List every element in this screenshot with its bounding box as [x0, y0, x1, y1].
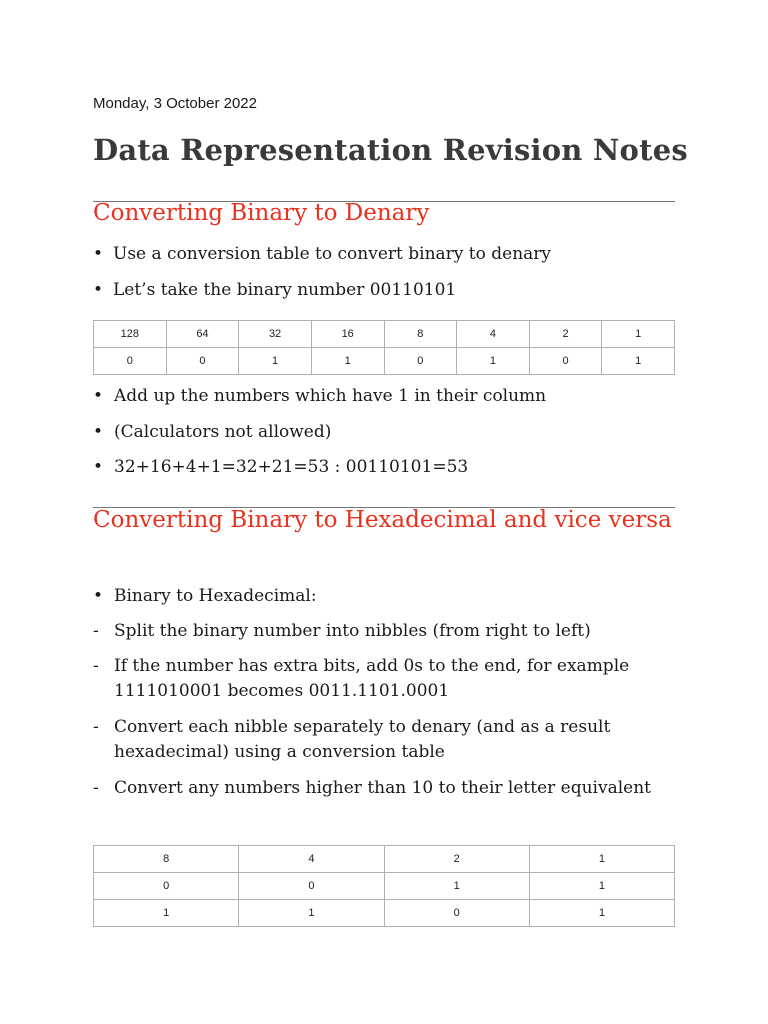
table-cell: 1	[529, 846, 674, 873]
dash-item	[93, 654, 683, 704]
dash-text: Convert each nibble separately to denary (and as a result hexadecimal) using a conversion table	[114, 717, 611, 762]
section-heading-binary-denary: Converting Binary to Denary	[93, 200, 430, 226]
bullet-text: Binary to Hexadecimal:	[114, 586, 317, 606]
bullet-marker: •	[93, 280, 104, 300]
bullet-text: (Calculators not allowed)	[114, 422, 332, 442]
dash-marker: -	[93, 656, 99, 676]
bullet-text: Let’s take the binary number 00110101	[113, 280, 457, 300]
table-cell: 0	[384, 900, 529, 927]
bullet-text: 32+16+4+1=32+21=53 : 00110101=53	[114, 457, 469, 477]
table-cell: 4	[239, 846, 384, 873]
table-row	[94, 321, 675, 348]
table-cell: 1	[529, 900, 674, 927]
binary-denary-table	[93, 320, 675, 375]
dash-item	[93, 776, 683, 801]
bullet-item	[93, 584, 683, 609]
table-cell: 0	[94, 348, 167, 375]
bullet-marker: •	[93, 386, 104, 406]
table-row	[94, 846, 675, 873]
table-cell: 1	[384, 873, 529, 900]
section-heading-binary-hex: Converting Binary to Hexadecimal and vice versa	[93, 507, 672, 533]
table-cell: 16	[311, 321, 384, 348]
table-cell: 1	[529, 873, 674, 900]
table-cell: 128	[94, 321, 167, 348]
bullet-item	[93, 420, 683, 445]
bullet-item	[93, 242, 683, 267]
table-cell: 1	[457, 348, 530, 375]
bullet-text: Use a conversion table to convert binary to denary	[113, 244, 552, 264]
table-cell: 0	[384, 348, 457, 375]
dash-marker: -	[93, 778, 99, 798]
table-cell: 1	[239, 900, 384, 927]
bullet-marker: •	[93, 457, 104, 477]
dash-marker: -	[93, 621, 99, 641]
table-cell: 1	[602, 348, 675, 375]
table-cell: 1	[239, 348, 312, 375]
table-row	[94, 900, 675, 927]
table-cell: 1	[602, 321, 675, 348]
note-date: Monday, 3 October 2022	[93, 95, 257, 112]
table-cell: 1	[94, 900, 239, 927]
table-cell: 8	[384, 321, 457, 348]
table-cell: 8	[94, 846, 239, 873]
table-row	[94, 348, 675, 375]
bullet-marker: •	[93, 422, 104, 442]
bullet-text: Add up the numbers which have 1 in their column	[114, 386, 547, 406]
page-title: Data Representation Revision Notes	[93, 133, 688, 167]
bullet-item	[93, 455, 683, 480]
bullet-marker: •	[93, 586, 104, 606]
table-row	[94, 873, 675, 900]
dash-text: If the number has extra bits, add 0s to the end, for example 1111010001 becomes 0011.1101.0001	[114, 656, 630, 701]
table-cell: 1	[311, 348, 384, 375]
table-cell: 32	[239, 321, 312, 348]
nibble-conversion-table	[93, 845, 675, 927]
table-cell: 4	[457, 321, 530, 348]
table-cell: 2	[529, 321, 602, 348]
dash-item	[93, 715, 683, 765]
table-cell: 0	[94, 873, 239, 900]
dash-text: Convert any numbers higher than 10 to their letter equivalent	[114, 778, 652, 798]
dash-marker: -	[93, 717, 99, 737]
dash-item	[93, 619, 683, 644]
table-cell: 2	[384, 846, 529, 873]
table-cell: 0	[529, 348, 602, 375]
bullet-item	[93, 384, 683, 409]
bullet-item	[93, 278, 683, 303]
bullet-marker: •	[93, 244, 104, 264]
table-cell: 0	[166, 348, 239, 375]
table-cell: 64	[166, 321, 239, 348]
dash-text: Split the binary number into nibbles (from right to left)	[114, 621, 591, 641]
table-cell: 0	[239, 873, 384, 900]
